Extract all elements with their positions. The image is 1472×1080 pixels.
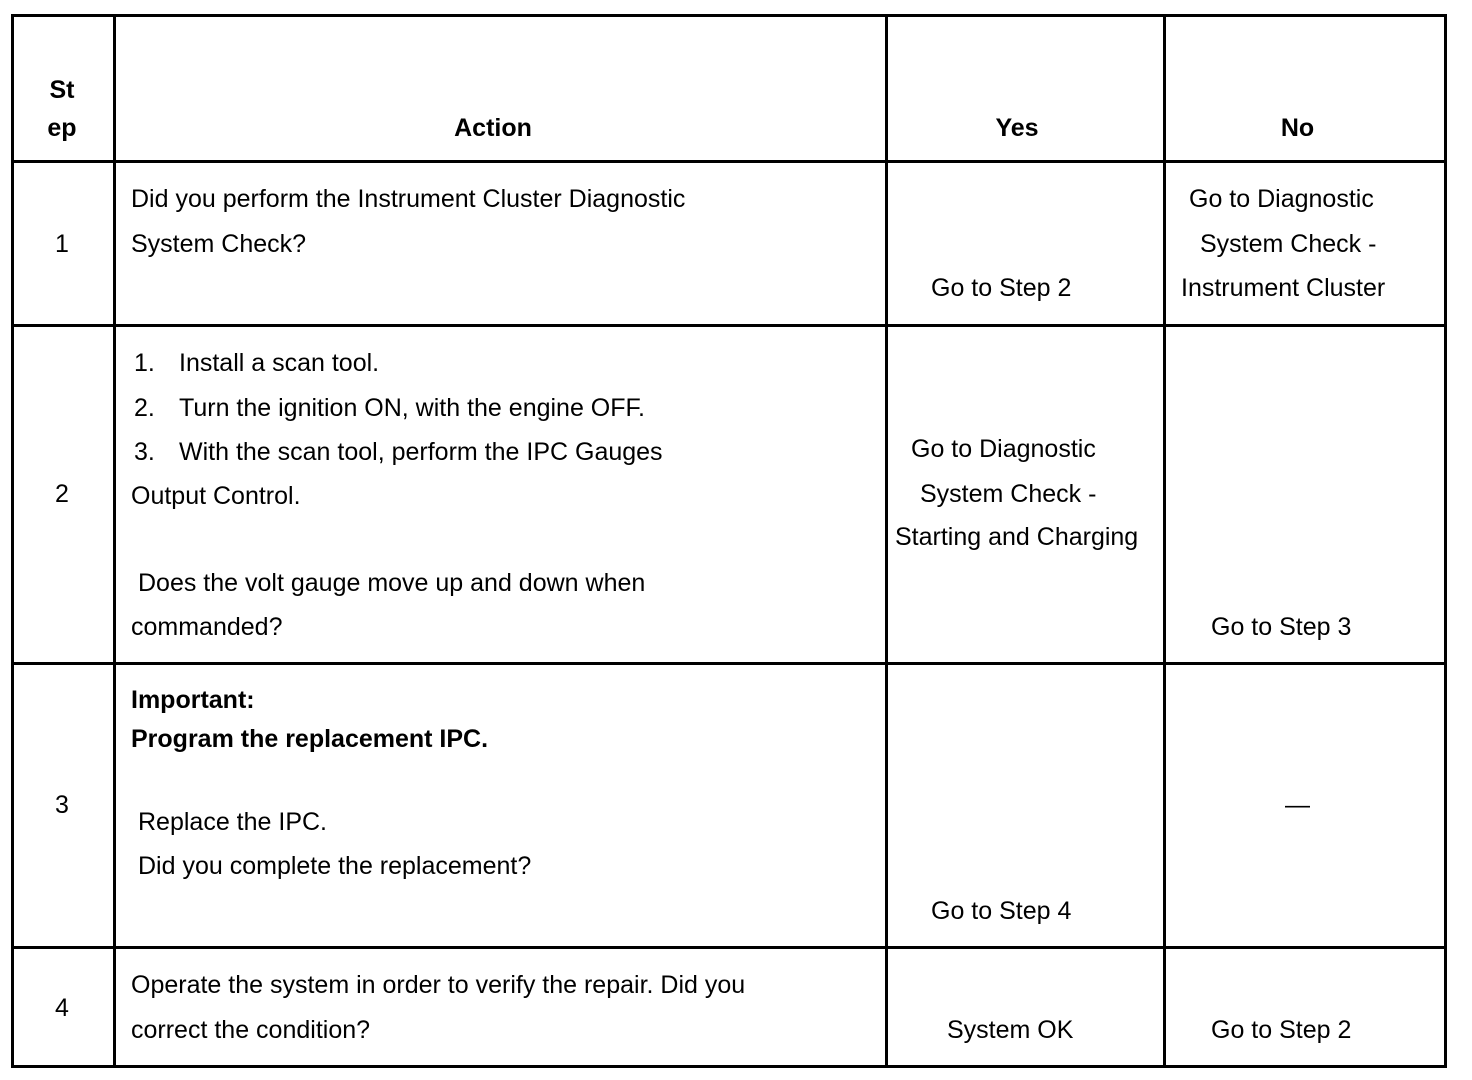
row-divider	[14, 662, 1444, 665]
list-item-continued: Output Control.	[131, 482, 301, 510]
list-number: 3.	[134, 438, 155, 466]
column-divider	[885, 17, 888, 1065]
list-number: 1.	[134, 349, 155, 377]
step-number: 1	[55, 230, 69, 258]
important-text: Program the replacement IPC.	[131, 725, 489, 753]
header-yes: Yes	[995, 114, 1039, 142]
row-divider	[14, 946, 1444, 949]
column-divider	[113, 17, 116, 1065]
column-divider	[1163, 17, 1166, 1065]
action-text: Replace the IPC.	[138, 808, 327, 836]
row-divider	[14, 160, 1444, 163]
no-result: Go to Diagnostic	[1189, 185, 1374, 213]
action-text: correct the condition?	[131, 1016, 371, 1044]
yes-result: Starting and Charging	[895, 523, 1139, 551]
action-text: System Check?	[131, 230, 307, 258]
action-text: Did you perform the Instrument Cluster Diagnostic	[131, 185, 686, 213]
no-result: Instrument Cluster	[1181, 274, 1386, 302]
list-number: 2.	[134, 394, 155, 422]
yes-result: Go to Step 2	[931, 274, 1072, 302]
yes-result: System OK	[947, 1016, 1074, 1044]
header-step-line1: St	[49, 76, 75, 104]
header-step-line2: ep	[47, 114, 77, 142]
yes-result: Go to Diagnostic	[911, 435, 1096, 463]
no-result: Go to Step 3	[1211, 613, 1352, 641]
question-text: Does the volt gauge move up and down when	[138, 569, 646, 597]
question-text: commanded?	[131, 613, 283, 641]
step-number: 4	[55, 994, 69, 1022]
no-result: —	[1285, 791, 1310, 819]
step-number: 3	[55, 791, 69, 819]
yes-result: System Check -	[920, 480, 1097, 508]
yes-result: Go to Step 4	[931, 897, 1072, 925]
no-result: Go to Step 2	[1211, 1016, 1352, 1044]
header-action: Action	[454, 114, 532, 142]
list-item: Install a scan tool.	[179, 349, 380, 377]
step-number: 2	[55, 480, 69, 508]
list-item: Turn the ignition ON, with the engine OFF.	[179, 394, 645, 422]
diagnostic-table	[11, 14, 1447, 1068]
important-label: Important:	[131, 686, 255, 714]
no-result: System Check -	[1200, 230, 1377, 258]
action-text: Operate the system in order to verify the repair. Did you	[131, 971, 746, 999]
row-divider	[14, 324, 1444, 327]
action-text: Did you complete the replacement?	[138, 852, 532, 880]
list-item: With the scan tool, perform the IPC Gauges	[179, 438, 663, 466]
header-no: No	[1280, 114, 1315, 142]
